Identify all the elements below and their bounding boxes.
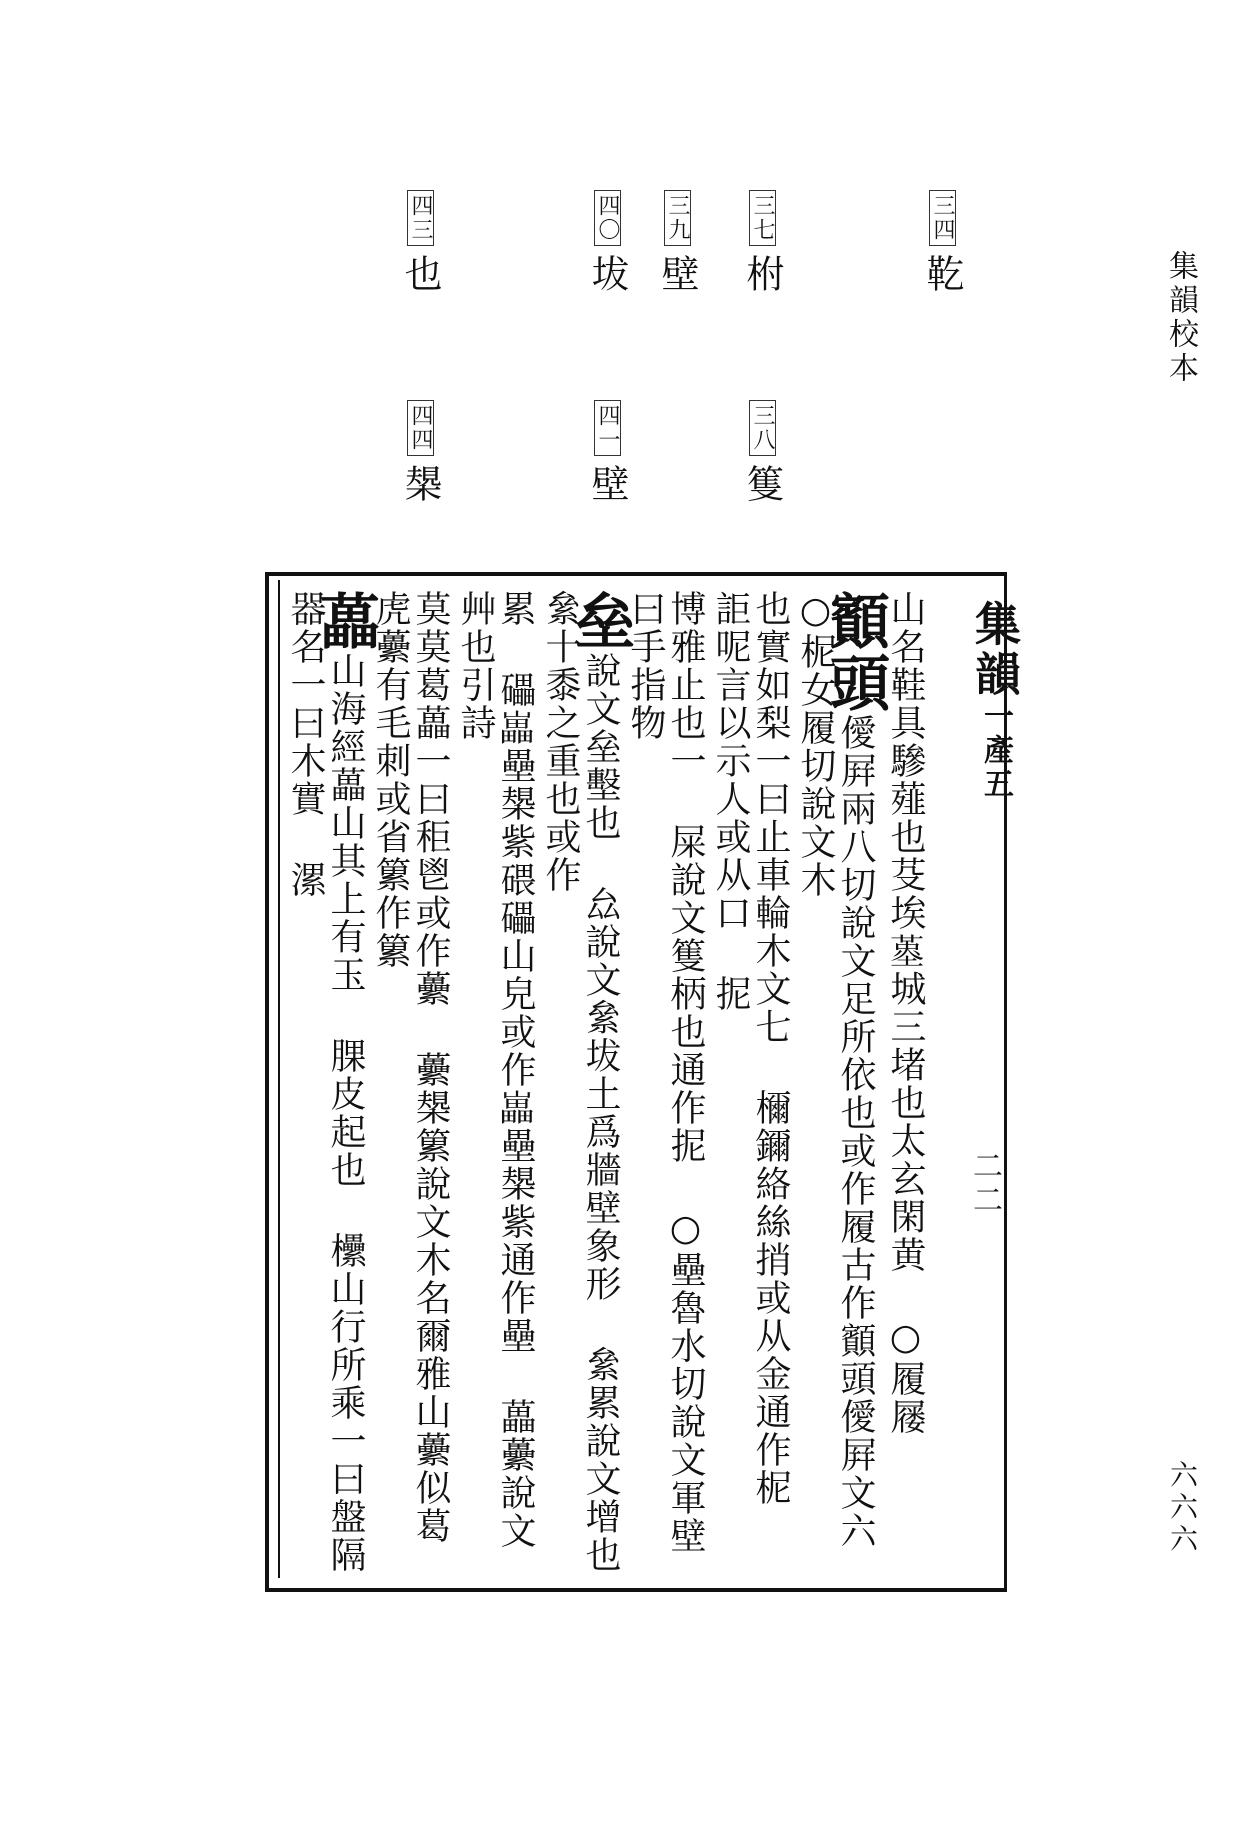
text-column: 累 礧𡾋壘槼紫碨礧山皃或作𡾋壘槼紫通作壘 藟虆說文艸也引詩	[455, 590, 536, 1550]
note-item	[915, 190, 970, 294]
frame-inner-line	[278, 580, 280, 1578]
note-number: 四〇	[594, 190, 621, 246]
note-char: 柎	[740, 254, 784, 294]
text-column: 藟山海經藟山其上有玉 腂皮起也 欙山行所乘一曰盤隔器名一曰木實 漯	[285, 590, 380, 1574]
note-char: 坺	[585, 254, 629, 294]
note-number: 四一	[594, 400, 621, 456]
note-char: 也	[398, 254, 442, 294]
note-item	[735, 400, 790, 504]
note-number: 三七	[749, 190, 776, 246]
note-number: 三九	[664, 190, 691, 246]
note-item	[393, 400, 448, 504]
note-item	[735, 190, 790, 294]
note-char: 槼	[398, 464, 442, 504]
note-char: 篗	[740, 464, 784, 504]
text-column: 博雅止也一 屎說文篗柄也通作抳 ○壘魯水切說文軍壁曰手指物	[625, 590, 706, 1555]
note-item	[580, 190, 635, 294]
text-column: 也實如梨一曰止車輪木文七 檷鑈絡絲捎或从金通作柅 詎呢言以示人或从口 抳	[710, 590, 791, 1507]
side-title: 集韻校本	[1163, 250, 1198, 386]
note-char: 䩐	[920, 254, 964, 294]
page-number: 六六六	[1166, 1460, 1199, 1556]
note-number: 四四	[407, 400, 434, 456]
text-column: 顮頭僾屛兩八切說文足所依也或作履古作顮頭僾屛文六 ○柅女履切說文木	[795, 590, 890, 1550]
note-char: 壁	[585, 464, 629, 504]
note-char: 壁	[655, 254, 699, 294]
block-margin-number: 二二	[967, 1150, 1002, 1218]
note-number: 四三	[407, 190, 434, 246]
note-item	[580, 400, 635, 504]
text-column: 山名鞋具驂薤也芟埃𡏳城三堵也太玄閑黄 ○履屦	[885, 590, 926, 1436]
text-column: 垒說文垒墼也 厽說文絫坺土爲牆壁象形 絫累說文增也絫十黍之重也或作	[540, 590, 635, 1574]
block-margin-title: 集韻一產五	[968, 600, 1022, 802]
note-number: 三八	[749, 400, 776, 456]
note-number: 三四	[929, 190, 956, 246]
note-item	[393, 190, 448, 294]
note-item	[650, 190, 705, 294]
text-column: 莫莫葛藟一曰秬鬯或作虆 虆槼䉂說文木名爾雅山虆似葛虎虆有毛刺或省䉂作䉂	[370, 590, 451, 1545]
